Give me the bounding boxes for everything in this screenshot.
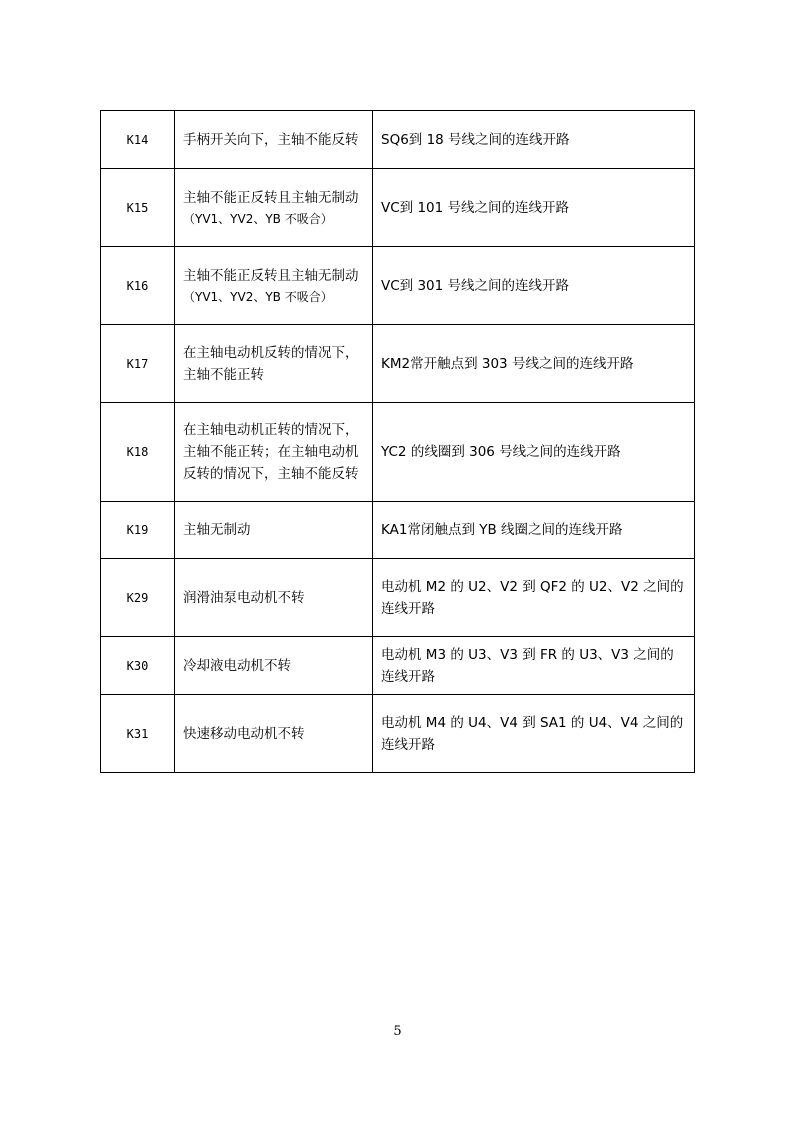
fault-cause: VC到 101 号线之间的连线开路: [373, 169, 695, 247]
table-row: [101, 247, 695, 325]
fault-code: K16: [101, 247, 175, 325]
fault-cause: 电动机 M4 的 U4、V4 到 SA1 的 U4、V4 之间的连线开路: [373, 695, 695, 773]
table-row: [101, 502, 695, 559]
fault-symptom: [175, 247, 373, 325]
fault-symptom: 在主轴电动机正转的情况下，主轴不能正转；在主轴电动机反转的情况下，主轴不能反转: [175, 403, 373, 502]
fault-symptom: 快速移动电动机不转: [175, 695, 373, 773]
symptom-note: （YV1、YV2、YB 不吸合）: [183, 289, 333, 304]
fault-symptom: 主轴无制动: [175, 502, 373, 559]
fault-code: K30: [101, 637, 175, 695]
fault-code: K19: [101, 502, 175, 559]
fault-symptom: 在主轴电动机反转的情况下，主轴不能正转: [175, 325, 373, 403]
symptom-note: （YV1、YV2、YB 不吸合）: [183, 211, 333, 226]
table-row: [101, 695, 695, 773]
fault-cause: KA1常闭触点到 YB 线圈之间的连线开路: [373, 502, 695, 559]
fault-cause: KM2常开触点到 303 号线之间的连线开路: [373, 325, 695, 403]
fault-cause: SQ6到 18 号线之间的连线开路: [373, 111, 695, 169]
fault-symptom: [175, 111, 373, 169]
fault-table: [100, 110, 695, 773]
fault-symptom: 冷却液电动机不转: [175, 637, 373, 695]
fault-code: K14: [101, 111, 175, 169]
fault-cause: VC到 301 号线之间的连线开路: [373, 247, 695, 325]
symptom-text: 主轴不能正反转且主轴无制动: [183, 189, 359, 206]
fault-code: K15: [101, 169, 175, 247]
fault-symptom: [175, 169, 373, 247]
table-row: [101, 325, 695, 403]
fault-code: K29: [101, 559, 175, 637]
fault-cause: 电动机 M2 的 U2、V2 到 QF2 的 U2、V2 之间的连线开路: [373, 559, 695, 637]
fault-cause: 电动机 M3 的 U3、V3 到 FR 的 U3、V3 之间的连线开路: [373, 637, 695, 695]
fault-code: K17: [101, 325, 175, 403]
table-row: [101, 403, 695, 502]
table-row: [101, 637, 695, 695]
symptom-text: 主轴不能正反转且主轴无制动: [183, 267, 359, 284]
fault-code: K31: [101, 695, 175, 773]
table-row: [101, 559, 695, 637]
fault-code: K18: [101, 403, 175, 502]
page-number: 5: [393, 1024, 402, 1039]
fault-cause: YC2 的线圈到 306 号线之间的连线开路: [373, 403, 695, 502]
table-row: [101, 111, 695, 169]
symptom-text: 手柄开关向下，主轴不能反转: [183, 131, 359, 148]
table-row: [101, 169, 695, 247]
fault-symptom: 润滑油泵电动机不转: [175, 559, 373, 637]
